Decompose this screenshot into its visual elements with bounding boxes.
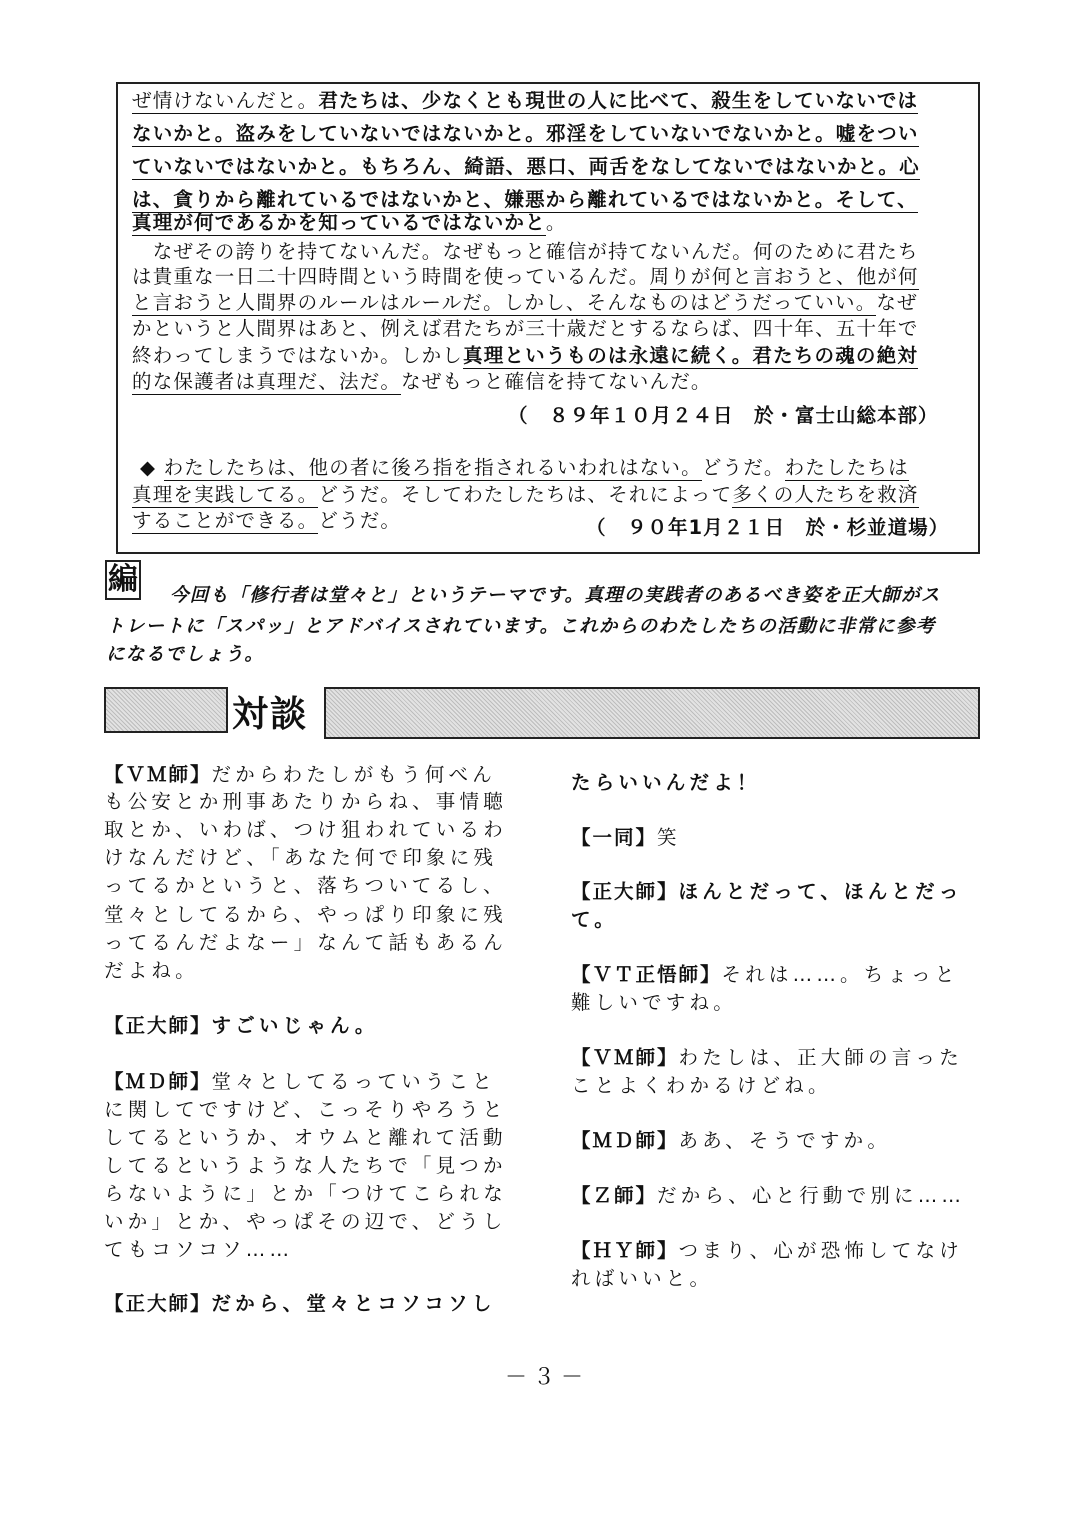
quote-line: は、貪りから離れているではないかと、嫌悪から離れているではないかと。そして、 bbox=[132, 188, 918, 211]
dialogue-text: 取とか、いわば、つけ狙われているわ bbox=[104, 818, 507, 841]
dialogue-text: それは……。ちょっと bbox=[721, 963, 959, 986]
dialogue-text: ってるんだよなー」なんて話もあるん bbox=[104, 931, 507, 954]
dialogue-line bbox=[104, 1154, 507, 1178]
dialogue-line bbox=[104, 874, 507, 898]
quote-line: かというと人間界はあと、例えば君たちが三十歳だとするならば、四十年、五十年で bbox=[132, 317, 919, 340]
dialogue-line bbox=[104, 1210, 507, 1234]
dialogue-line bbox=[104, 1014, 379, 1038]
dialogue-text: 難しいですね。 bbox=[571, 991, 737, 1014]
dialogue-text: だからわたしがもう何べん bbox=[211, 763, 496, 786]
dialogue-line bbox=[571, 908, 618, 932]
dialogue-line bbox=[104, 1098, 507, 1122]
speaker-label: 【ＶＭ師】 bbox=[571, 1046, 679, 1069]
dialogue-line bbox=[104, 1292, 496, 1316]
quote-line: 真理が何であるかを知っているではないかと。 bbox=[132, 211, 567, 234]
dialogue-text: ほんとだって、ほんとだっ bbox=[678, 880, 963, 903]
dialogue-line bbox=[104, 1126, 507, 1150]
dialogue-text: たらいいんだよ！ bbox=[571, 771, 761, 794]
speaker-label: 【ＭＤ師】 bbox=[104, 1070, 212, 1093]
dialogue-line bbox=[104, 903, 507, 927]
heading-pattern-left bbox=[104, 687, 228, 733]
dialogue-text: に関してですけど、こっそりやろうと bbox=[104, 1098, 507, 1121]
dialogue-line bbox=[571, 963, 959, 987]
page-number: －３－ bbox=[505, 1365, 590, 1390]
dialogue-text: て。 bbox=[571, 908, 619, 931]
speaker-label: 【ＶＭ師】 bbox=[104, 763, 212, 786]
dialogue-line bbox=[571, 1184, 965, 1208]
quote-line: ないかと。盗みをしていないではないかと。邪淫をしていないでないかと。嘘をつい bbox=[132, 122, 919, 145]
dialogue-text: だよね。 bbox=[104, 959, 199, 982]
diamond-icon: ◆ bbox=[140, 456, 157, 479]
editor-note-line: になるでしょう。 bbox=[106, 644, 265, 665]
dialogue-text: すごいじゃん。 bbox=[211, 1014, 379, 1037]
dialogue-text: ことよくわかるけどね。 bbox=[571, 1074, 832, 1097]
quote-line: 終わってしまうではないか。しかし真理というものは永遠に続く。君たちの魂の絶対 bbox=[132, 344, 919, 367]
dialogue-text: してるというような人たちで「見つか bbox=[104, 1154, 507, 1177]
dialogue-line bbox=[104, 846, 497, 870]
dialogue-line bbox=[104, 959, 199, 983]
speaker-label: 【ＨＹ師】 bbox=[571, 1239, 679, 1262]
dialogue-line bbox=[104, 763, 496, 787]
speaker-label: 【正大師】 bbox=[571, 880, 679, 903]
dialogue-line bbox=[104, 931, 507, 955]
dialogue-text: ああ、そうですか。 bbox=[678, 1129, 892, 1152]
quote-line: 真理を実践してる。どうだ。そしてわたしたちは、それによって多くの人たちを救済 bbox=[132, 483, 919, 506]
editor-note-line: トレートに「スパッ」とアドバイスされています。これからのわたしたちの活動に非常に参考 bbox=[106, 616, 936, 637]
dialogue-line bbox=[104, 1182, 507, 1206]
dialogue-text: だから、堂々とコソコソし bbox=[211, 1292, 496, 1315]
dialogue-line bbox=[571, 1267, 713, 1291]
dialogue-text: いか」とか、やっぱその辺で、どうし bbox=[104, 1210, 507, 1233]
quote-line: ていないではないかと。もちろん、綺語、悪口、両舌をなしてないではないかと。心 bbox=[132, 155, 920, 178]
quote-line: することができる。どうだ。 bbox=[132, 509, 402, 532]
dialogue-line bbox=[104, 818, 507, 842]
quote-line: ぜ情けないんだと。君たちは、少なくとも現世の人に比べて、殺生をしていないでは bbox=[132, 89, 919, 112]
dialogue-line bbox=[104, 1238, 293, 1262]
dialogue-text: 堂々としてるから、やっぱり印象に残 bbox=[104, 903, 507, 926]
dialogue-text: だから、心と行動で別に…… bbox=[657, 1184, 966, 1207]
quote-line: 的な保護者は真理だ、法だ。なぜもっと確信を持てないんだ。 bbox=[132, 370, 712, 393]
dialogue-text: 堂々としてるっていうこと bbox=[211, 1070, 496, 1093]
dialogue-line bbox=[571, 1046, 963, 1070]
quote-source: （ ８９年１０月２４日 於・富士山総本部） bbox=[508, 404, 939, 427]
dialogue-text: してるというか、オウムと離れて活動 bbox=[104, 1126, 507, 1149]
dialogue-text: も公安とか刑事あたりからね、事情聴 bbox=[104, 790, 507, 813]
speaker-label: 【一同】 bbox=[571, 826, 658, 849]
dialogue-text: てもコソコソ…… bbox=[104, 1238, 294, 1261]
speaker-label: 【Ｚ師】 bbox=[571, 1184, 658, 1207]
speaker-label: 【正大師】 bbox=[104, 1014, 212, 1037]
dialogue-line bbox=[571, 1239, 963, 1263]
dialogue-text: わたしは、正大師の言った bbox=[678, 1046, 963, 1069]
dialogue-line bbox=[104, 1070, 496, 1094]
section-title: 対談 bbox=[232, 694, 309, 735]
dialogue-line bbox=[571, 826, 681, 850]
dialogue-line bbox=[104, 790, 507, 814]
dialogue-text: つまり、心が恐怖してなけ bbox=[678, 1239, 963, 1262]
editor-note-line: 今回も「修行者は堂々と」というテーマです。真理の実践者のあるべき姿を正大師がス bbox=[170, 585, 941, 606]
dialogue-text: ってるかというと、落ちついてるし、 bbox=[104, 874, 507, 897]
quote-source: （ ９０年1月２１日 於・杉並道場） bbox=[586, 516, 950, 539]
dialogue-text: ればいいと。 bbox=[571, 1267, 714, 1290]
speaker-label: 【正大師】 bbox=[104, 1292, 212, 1315]
heading-pattern-right bbox=[324, 687, 980, 739]
dialogue-line bbox=[571, 880, 963, 904]
dialogue-text: 笑 bbox=[657, 826, 681, 849]
dialogue-line bbox=[571, 1129, 891, 1153]
editor-mark: 編 bbox=[105, 560, 141, 600]
speaker-label: 【ＶＴ正悟師】 bbox=[571, 963, 722, 986]
speaker-label: 【ＭＤ師】 bbox=[571, 1129, 679, 1152]
quote-line: ◆ わたしたちは、他の者に後ろ指を指されるいわれはない。どうだ。わたしたちは bbox=[140, 456, 909, 479]
dialogue-line bbox=[571, 991, 737, 1015]
dialogue-text: らないように」とか「つけてこられな bbox=[104, 1182, 507, 1205]
quote-line: と言おうと人間界のルールはルールだ。しかし、そんなものはどうだっていい。なぜ bbox=[132, 291, 918, 314]
dialogue-line bbox=[571, 771, 761, 795]
quote-line: は貴重な一日二十四時間という時間を使っているんだ。周りが何と言おうと、他が何 bbox=[132, 265, 919, 288]
quote-line: なぜその誇りを持てないんだ。なぜもっと確信が持てないんだ。何のために君たち bbox=[132, 240, 919, 263]
dialogue-line bbox=[571, 1074, 832, 1098]
dialogue-text: けなんだけど、「あなた何で印象に残 bbox=[104, 846, 498, 869]
